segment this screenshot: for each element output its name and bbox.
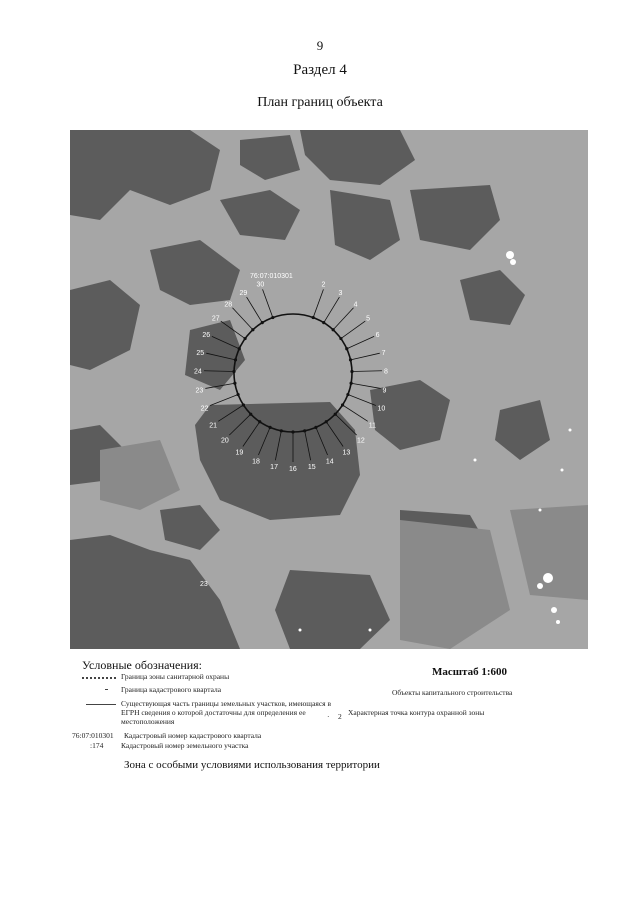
- contour-point-dot: [280, 429, 283, 432]
- contour-point-label: 2: [321, 281, 326, 289]
- contour-point-dot: [325, 420, 328, 423]
- parcel-map-label: 23: [200, 581, 208, 588]
- contour-point-label: 21: [209, 422, 217, 430]
- quarter-map-label: 76:07:010301: [250, 273, 293, 280]
- leader-line: [341, 321, 365, 339]
- contour-point-label: 22: [200, 405, 209, 413]
- leader-line: [351, 383, 381, 388]
- legend-capital-objects: Объекты капитального строительства: [392, 688, 513, 697]
- page-number: 9: [316, 38, 324, 53]
- existing-part-line-sample: [86, 704, 116, 705]
- contour-point-label: 15: [307, 464, 316, 472]
- legend-contour-point: Характерная точка контура охранной зоны: [348, 708, 485, 717]
- contour-point-dot: [350, 382, 353, 385]
- contour-point-dot: [268, 426, 271, 429]
- contour-point-dot: [243, 337, 246, 340]
- contour-point-label: 8: [383, 368, 388, 376]
- contour-point-label: 11: [368, 422, 377, 430]
- contour-point-sample: 2: [338, 712, 342, 721]
- leader-line: [313, 289, 323, 317]
- quarter-number-sample: 76:07:010301: [72, 731, 114, 740]
- legend-existing-part: Существующая часть границы земельных участков, имеющаяся в ЕГРН сведения о которой достаточны для определения ее местоположения: [121, 699, 332, 726]
- quarter-border-sample: [105, 689, 108, 690]
- leader-line: [263, 289, 273, 317]
- contour-point-label: 12: [357, 437, 365, 445]
- contour-point-label: 4: [353, 301, 358, 309]
- contour-point-label: 14: [325, 458, 334, 466]
- contour-point-label: 30: [256, 281, 265, 289]
- contour-point-dot: [314, 426, 317, 429]
- contour-point-label: 28: [224, 301, 233, 309]
- contour-point-label: 26: [202, 331, 211, 339]
- contour-point-dot: [258, 420, 261, 423]
- contour-point-dot: [232, 370, 235, 373]
- legend-title: Условные обозначения:: [82, 658, 203, 672]
- leader-line: [347, 336, 374, 348]
- map-svg: [70, 130, 588, 649]
- leader-line: [247, 297, 263, 323]
- contour-point-dot: [345, 347, 348, 350]
- contour-point-label: 29: [239, 289, 248, 297]
- legend-sanitary-zone: Граница зоны санитарной охраны: [121, 672, 230, 681]
- legend-quarter-number: Кадастровый номер кадастрового квартала: [124, 731, 262, 740]
- contour-point-dot: [291, 430, 294, 433]
- leader-line: [232, 308, 252, 330]
- scale-label: Масштаб 1:600: [432, 666, 508, 678]
- contour-point-dot: [322, 321, 325, 324]
- contour-point-dot: [236, 393, 239, 396]
- contour-point-dot: [349, 358, 352, 361]
- contour-point-dot: [249, 413, 252, 416]
- legend-parcel-number: Кадастровый номер земельного участка: [121, 741, 249, 750]
- contour-point-label: 27: [211, 315, 220, 323]
- leader-line: [343, 405, 368, 421]
- leader-line: [351, 353, 380, 360]
- contour-point-label: 16: [289, 466, 297, 473]
- zone-caption: Зона с особыми условиями использования территории: [124, 759, 380, 771]
- contour-point-label: 6: [375, 331, 380, 339]
- contour-point-label: 20: [220, 437, 229, 445]
- contour-point-dot: [271, 316, 274, 319]
- contour-point-label: 19: [235, 449, 244, 457]
- contour-point-dot: [234, 358, 237, 361]
- contour-point-dot: [312, 316, 315, 319]
- contour-point-dot: [303, 429, 306, 432]
- contour-point-dot: [341, 403, 344, 406]
- plan-title: План границ объекта: [257, 95, 383, 110]
- section-title: Раздел 4: [293, 62, 347, 78]
- contour-point-dot: [238, 347, 241, 350]
- contour-point-dot: [242, 403, 245, 406]
- contour-point-dot: [233, 382, 236, 385]
- sanitary-zone-line-sample: [82, 677, 116, 679]
- contour-point-dot-icon: ·: [327, 712, 330, 721]
- legend-quarter-border: Граница кадастрового квартала: [121, 685, 222, 694]
- contour-point-dot: [346, 393, 349, 396]
- leader-line: [324, 297, 340, 323]
- contour-point-label: 24: [194, 368, 202, 376]
- cadastral-map: [70, 130, 588, 649]
- contour-point-label: 7: [381, 349, 386, 357]
- contour-point-dot: [339, 337, 342, 340]
- contour-point-label: 10: [377, 405, 386, 413]
- contour-point-label: 9: [382, 387, 387, 395]
- contour-point-dot: [350, 370, 353, 373]
- contour-point-label: 25: [196, 349, 205, 357]
- contour-point-label: 3: [338, 289, 343, 297]
- contour-point-label: 18: [252, 458, 260, 466]
- contour-point-dot: [332, 328, 335, 331]
- contour-point-dot: [261, 321, 264, 324]
- contour-point-label: 5: [366, 315, 371, 323]
- leader-line: [352, 371, 382, 372]
- parcel-number-sample: :174: [90, 741, 104, 750]
- contour-point-label: 23: [195, 387, 204, 395]
- contour-point-label: 13: [342, 449, 351, 457]
- contour-point-dot: [334, 413, 337, 416]
- leader-line: [333, 308, 353, 330]
- leader-line: [210, 395, 238, 406]
- contour-point-dot: [251, 328, 254, 331]
- contour-point-label: 17: [270, 464, 278, 472]
